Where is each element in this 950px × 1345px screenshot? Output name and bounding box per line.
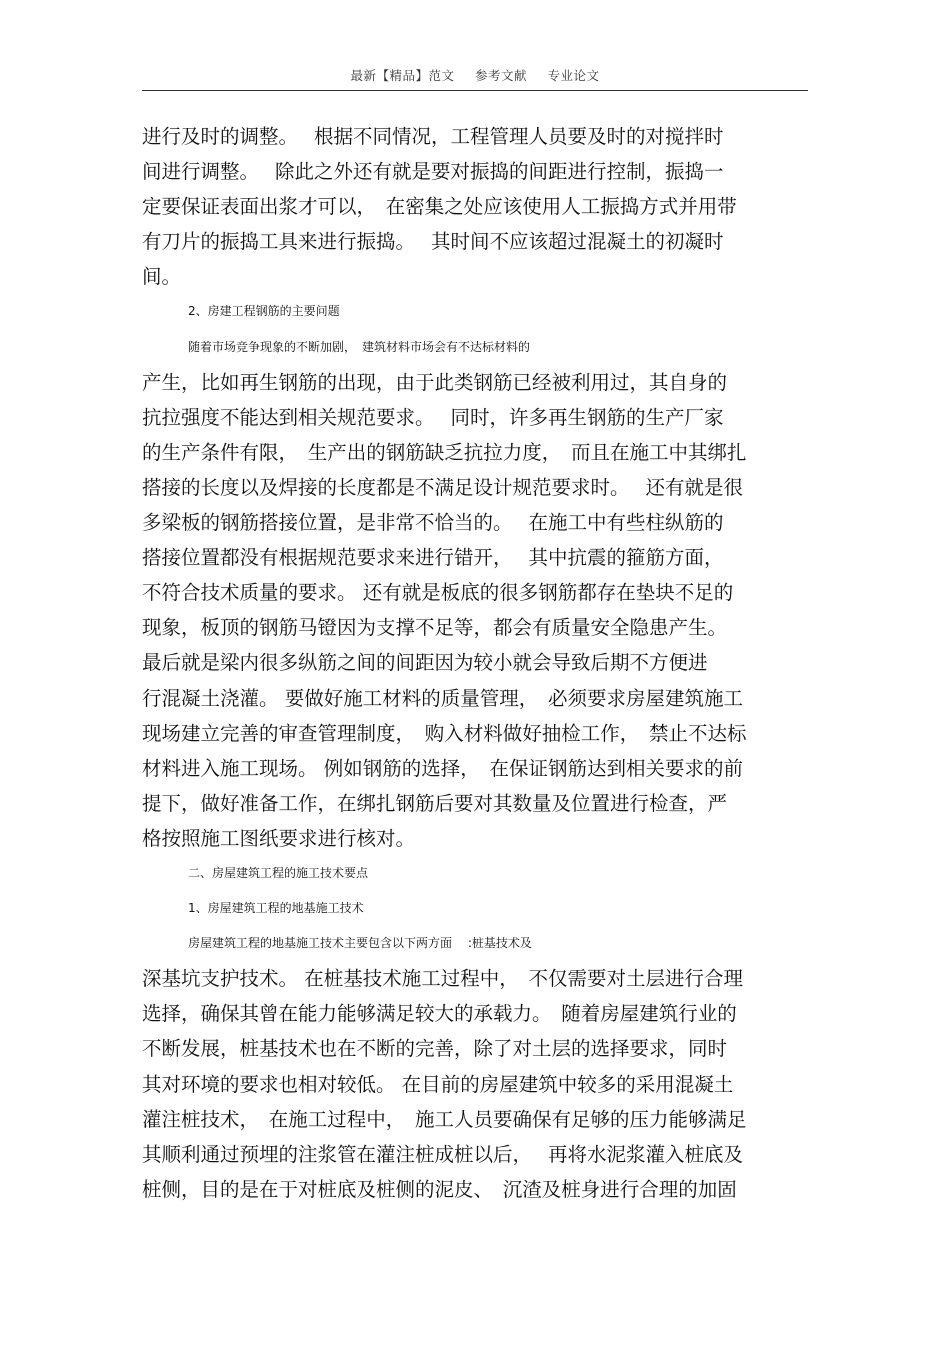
text-line: 2、房建工程钢筋的主要问题 — [188, 304, 340, 319]
text-line: 房屋建筑工程的地基施工技术主要包含以下两方面 :桩基技术及 — [188, 936, 532, 951]
document-body — [142, 119, 808, 1207]
text-line: 定要保证表面出浆才可以， 在密集之处应该使用人工振捣方式并用带 — [142, 195, 737, 219]
text-line: 现场建立完善的审查管理制度， 购入材料做好抽检工作， 禁止不达标 — [142, 721, 747, 745]
text-line: 抗拉强度不能达到相关规范要求。 同时，许多再生钢筋的生产厂家 — [142, 405, 724, 429]
text-line: 进行及时的调整。 根据不同情况，工程管理人员要及时的对搅拌时 — [142, 125, 724, 148]
text-line: 桩侧，目的是在于对桩底及桩侧的泥皮、 沉渣及桩身进行合理的加固 — [142, 1177, 737, 1201]
text-line: 材料进入施工现场。 例如钢筋的选择， 在保证钢筋达到相关要求的前 — [142, 756, 743, 780]
page-header — [142, 66, 808, 84]
header-divider — [142, 90, 808, 91]
header-item-cankao: 参考文献 — [474, 68, 527, 83]
text-line: 产生，比如再生钢筋的出现，由于此类钢筋已经被利用过，其自身的 — [142, 370, 728, 394]
text-line: 多梁板的钢筋搭接位置，是非常不恰当的。 在施工中有些柱纵筋的 — [142, 511, 724, 535]
text-line: 深基坑支护技术。 在桩基技术施工过程中， 不仅需要对土层进行合理 — [142, 967, 743, 991]
text-line: 随着市场竞争现象的不断加剧， 建筑材料市场会有不达标材料的 — [188, 339, 531, 354]
text-line: 二、房屋建筑工程的施工技术要点 — [188, 865, 369, 880]
text-line: 的生产条件有限， 生产出的钢筋缺乏抗拉力度， 而且在施工中其绑扎 — [142, 440, 747, 464]
text-line: 灌注桩技术， 在施工过程中， 施工人员要确保有足够的压力能够满足 — [142, 1107, 747, 1131]
text-line: 其对环境的要求也相对较低。 在目前的房屋建筑中较多的采用混凝土 — [142, 1072, 734, 1096]
text-line: 搭接位置都没有根据规范要求来进行错开， 其中抗震的箍筋方面， — [142, 546, 724, 570]
text-line: 格按照施工图纸要求进行核对。 — [142, 826, 416, 850]
text-line: 间。 — [142, 265, 182, 289]
text-line: 提下，做好准备工作，在绑扎钢筋后要对其数量及位置进行检查，严 — [142, 791, 728, 815]
text-line: 现象，板顶的钢筋马镫因为支撑不足等，都会有质量安全隐患产生。 — [142, 616, 728, 640]
text-line: 间进行调整。 除此之外还有就是要对振捣的间距进行控制，振捣一 — [142, 160, 724, 184]
text-line: 1、房屋建筑工程的地基施工技术 — [188, 901, 364, 916]
text-line: 行混凝土浇灌。 要做好施工材料的质量管理， 必须要求房屋建筑施工 — [142, 686, 743, 710]
text-line: 搭接的长度以及焊接的长度都是不满足设计规范要求时。 还有就是很 — [142, 475, 743, 499]
text-line: 选择，确保其曾在能力能够满足较大的承载力。 随着房屋建筑行业的 — [142, 1002, 737, 1026]
text-line: 有刀片的振捣工具来进行振捣。 其时间不应该超过混凝土的初凝时 — [142, 230, 724, 254]
text-line: 不符合技术质量的要求。 还有就是板底的很多钢筋都存在垫块不足的 — [142, 581, 734, 605]
header-item-fanwen: 最新【精品】范文 — [350, 68, 455, 83]
text-line: 最后就是梁内很多纵筋之间的间距因为较小就会导致后期不方便进 — [142, 651, 708, 675]
text-line: 不断发展，桩基技术也在不断的完善，除了对土层的选择要求，同时 — [142, 1037, 728, 1061]
header-item-lunwen: 专业论文 — [547, 68, 600, 83]
text-line: 其顺利通过预埋的注浆管在灌注桩成桩以后， 再将水泥浆灌入桩底及 — [142, 1142, 743, 1166]
